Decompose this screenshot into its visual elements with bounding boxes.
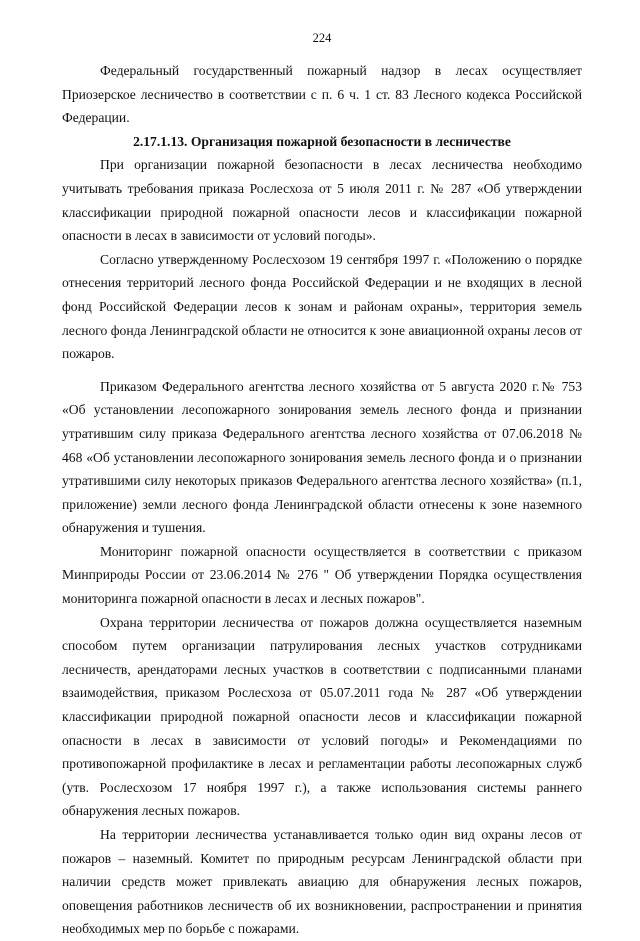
paragraph-monitoring: Мониторинг пожарной опасности осуществляется в соответствии с приказом Минприроды России от 23.06.2014 № 276 " Об утверждении Порядка осуществления мониторинга пожарной опасности в лесах и лесных пожаров". (62, 543, 582, 607)
paragraph-supervision: Федеральный государственный пожарный надзор в лесах осуществляет Приозерское лесничество в соответствии с п. 6 ч. 1 ст. 83 Лесного кодекса Российской Федерации. (62, 63, 582, 126)
paragraph-requirements: При организации пожарной безопасности в лесах лесничества необходимо учитывать требования приказа Рослесхоза от 5 июля 2011 г. № 287 «Об утверждении классификации природной пожарной опасности лесов и классификации пожарной опасности в лесах в зависимости от условий погоды». (62, 157, 582, 244)
document-body (62, 59, 582, 941)
paragraph-ground-protection: На территории лесничества устанавливается только один вид охраны лесов от пожаров – наземный. Комитет по природным ресурсам Ленинградской области при наличии средств может привлекать авиацию для обнаружения лесных пожаров, оповещения работников лесничеств об их возникновении, распространении и принятия необходимых мер по борьбе с пожарами. (62, 827, 582, 937)
paragraph-protection: Охрана территории лесничества от пожаров должна осуществляется наземным способом путем организации патрулирования лесных участков сотрудниками лесничеств, арендаторами лесных участков в соответствии с подписанными планами взаимодействия, приказом Рослесхоза от 05.07.2011 года № 287 «Об утверждении классификации природной пожарной опасности лесов и классификации пожарной опасности в лесах в зависимости от условий погоды» и Рекомендациями по противопожарной профилактике в лесах и регламентации работы лесопожарных служб (утв. Рослесхозом 17 ноября 1997 г.), а также использования системы раннего обнаружения лесных пожаров. (62, 614, 582, 819)
paragraph-zoning-1997: Согласно утвержденному Рослесхозом 19 сентября 1997 г. «Положению о порядке отнесения территорий лесного фонда Российской Федерации и не входящих в лесной фонд Российской Федерации лесов к зонам и районам охраны», территория земель лесного фонда Ленинградской области не относится к зоне авиационной охраны лесов от пожаров. (62, 251, 582, 362)
page-number: 224 (312, 31, 332, 45)
section-heading: 2.17.1.13. Организация пожарной безопасности в лесничестве (133, 133, 511, 149)
paragraph-order-753: Приказом Федерального агентства лесного хозяйства от 5 августа 2020 г.№ 753 «Об установлении лесопожарного зонирования земель лесного фонда и признании утратившим силу приказа Федерального агентства лесного хозяйства от 07.06.2018 № 468 «Об установлении лесопожарного зонирования земель лесного фонда и о признании утратившими силу некоторых приказов Федерального агентства лесного хозяйства» (п.1, приложение) земли лесного фонда Ленинградской области отнесены к зоне наземного обнаружения и тушения. (62, 378, 582, 536)
